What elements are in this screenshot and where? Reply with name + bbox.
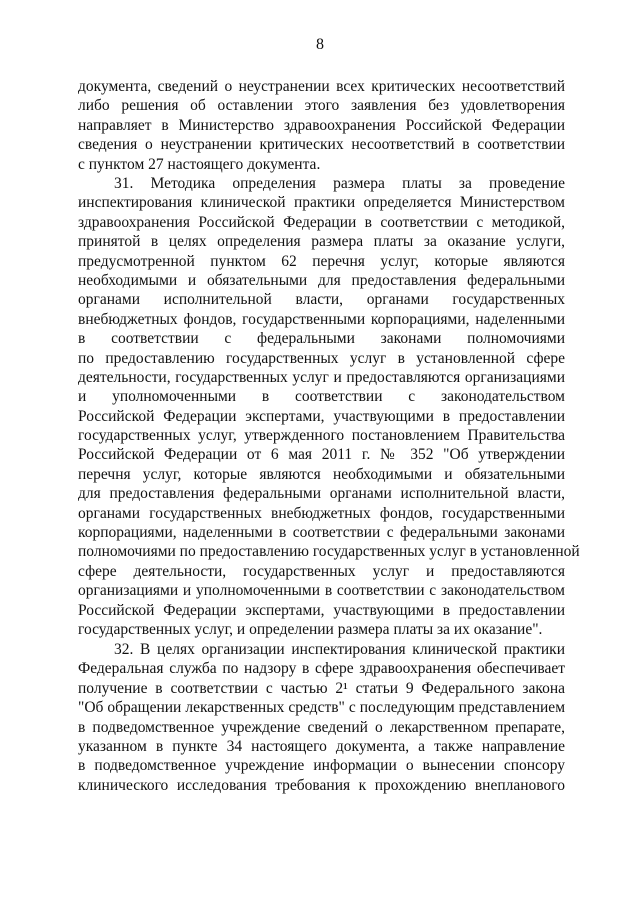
text-line: 32. В целях организации инспектирования клинической практики (114, 641, 565, 658)
text-line: в соответствии с федеральными законами полномочиями (78, 330, 565, 348)
text-line: клинического исследования требования к прохождению внепланового (78, 776, 565, 794)
page-number: 8 (316, 36, 324, 53)
text-line: Российской Федерации экспертами, участвующими в предоставлении (78, 601, 565, 619)
text-line: документа, сведений о неустранении всех критических несоответствий (78, 78, 565, 95)
text-line: Российской Федерации от 6 мая 2011 г. № 352 "Об утверждении (78, 446, 565, 464)
text-line: и уполномоченными в соответствии с законодательством (78, 388, 565, 406)
text-line: сведения о неустранении критических несоответствий в соответствии (78, 136, 565, 154)
text-line: либо решения об оставлении этого заявления без удовлетворения (78, 97, 565, 115)
text-line: деятельности, государственных услуг и предоставляются организациями (78, 368, 565, 386)
text-line: получение в соответствии с частью 2¹ статьи 9 Федерального закона (78, 679, 565, 697)
text-line: государственных услуг, и определении размера платы за их оказание". (78, 620, 543, 638)
text-line: сфере деятельности, государственных услуг и предоставляются (78, 562, 565, 580)
text-line: направляет в Министерство здравоохранения Российской Федерации (78, 116, 565, 134)
text-line: предусмотренной пунктом 62 перечня услуг, которые являются (78, 252, 565, 270)
text-line: здравоохранения Российской Федерации в соответствии с методикой, (78, 213, 565, 231)
text-line: по предоставлению государственных услуг в установленной сфере (78, 349, 565, 367)
text-line: "Об обращении лекарственных средств" с последующим представлением (78, 699, 565, 717)
text-line: перечня услуг, которые являются необходимыми и обязательными (78, 465, 565, 483)
text-line: Федеральная служба по надзору в сфере здравоохранения обеспечивает (78, 660, 565, 678)
text-line: полномочиями по предоставлению государственных услуг в установленной (78, 543, 580, 561)
text-line: указанном в пункте 34 настоящего документа, а также направление (78, 737, 565, 755)
text-line: в подведомственное учреждение информации о вынесении спонсору (78, 757, 565, 775)
text-line: органами государственных внебюджетных фондов, государственными (78, 504, 565, 522)
text-line: инспектирования клинической практики определяется Министерством (78, 194, 565, 212)
text-line: для предоставления федеральными органами исполнительной власти, (78, 485, 565, 503)
paragraph-continuation (78, 77, 565, 174)
text-line: органами исполнительной власти, органами государственных (78, 291, 565, 309)
paragraph-32 (78, 640, 565, 795)
text-line: корпорациями, наделенными в соответствии с федеральными законами (78, 524, 565, 542)
text-line: с пунктом 27 настоящего документа. (78, 155, 321, 173)
text-line: необходимыми и обязательными для предоставления федеральными (78, 271, 565, 289)
paragraph-31 (78, 174, 580, 639)
text-line: государственных услуг, утвержденного постановлением Правительства (78, 427, 565, 445)
text-line: внебюджетных фондов, государственными корпорациями, наделенными (78, 310, 565, 328)
text-line: принятой в целях определения размера платы за оказание услуги, (78, 233, 565, 251)
text-line: 31. Методика определения размера платы за проведение (114, 175, 565, 192)
text-line: организациями и уполномоченными в соответствии с законодательством (78, 582, 565, 600)
text-line: Российской Федерации экспертами, участвующими в предоставлении (78, 407, 565, 425)
text-line: в подведомственное учреждение сведений о лекарственном препарате, (78, 718, 565, 736)
